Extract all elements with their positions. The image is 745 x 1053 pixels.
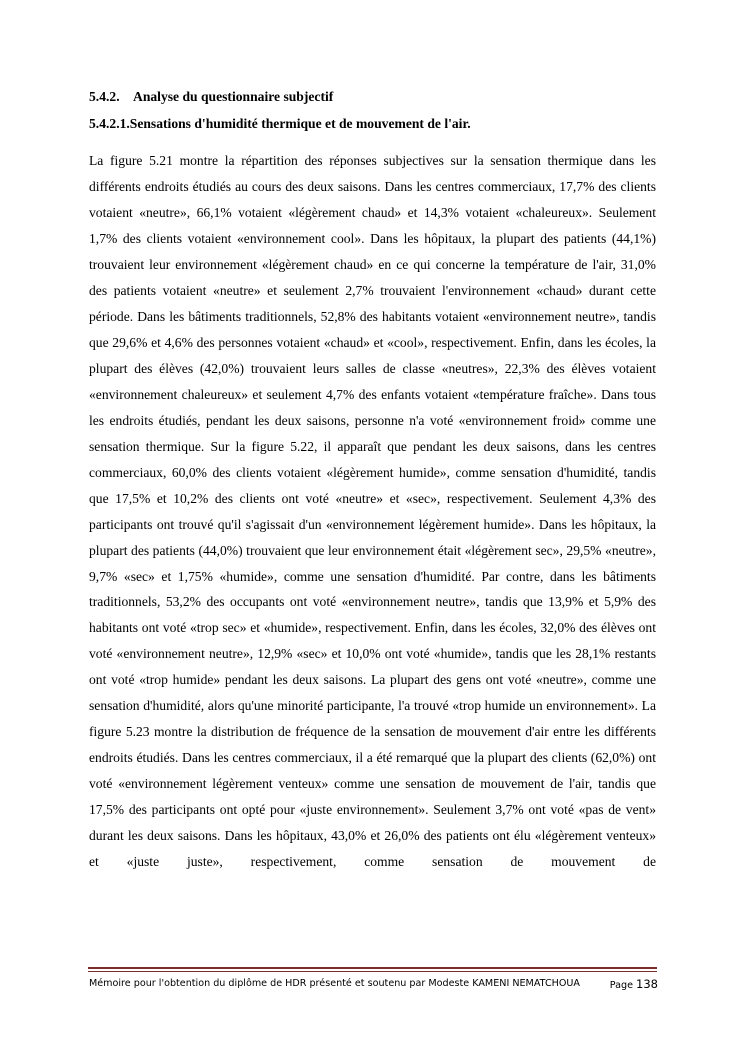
- section-title: Analyse du questionnaire subjectif: [133, 89, 334, 104]
- footer-text: Mémoire pour l'obtention du diplôme de HDR présenté et soutenu par Modeste KAMENI NEMATCHOUA: [89, 978, 580, 989]
- section-number: 5.4.2.: [89, 89, 120, 104]
- section-heading: [89, 89, 333, 105]
- page-word: Page: [609, 980, 633, 991]
- footer-rule-thin: [88, 971, 657, 972]
- footer-rule-thick: [88, 967, 657, 969]
- subsection-heading: 5.4.2.1.Sensations d'humidité thermique et de mouvement de l'air.: [89, 116, 471, 131]
- body-paragraph: La figure 5.21 montre la répartition des réponses subjectives sur la sensation thermique dans les différents endroits étudiés au cours des deux saisons. Dans les centres commerciaux, 17,7% des clients votaient «neutre», 66,1% votaient «légèrement chaud» et 14,3% votaient «chaleureux». Seulement 1,7% des clients votaient «environnement cool». Dans les hôpitaux, la plupart des patients (44,1%) trouvaient leur environnement «légèrement chaud» en ce qui concerne la température de l'air, 31,0% des patients votaient «neutre» et seulement 2,7% trouvaient l'environnement «chaud» durant cette période. Dans les bâtiments traditionnels, 52,8% des habitants votaient «environnement neutre», tandis que 29,6% et 4,6% des personnes votaient «chaud» et «cool», respectivement. Enfin, dans les écoles, la plupart des élèves (42,0%) trouvaient leurs salles de classe «neutres», 22,3% des élèves votaient «environnement chaleureux» et seulement 4,7% des enfants votaient «température fraîche». Dans tous les endroits étudiés, pendant les deux saisons, personne n'a voté «environnement froid» comme une sensation thermique. Sur la figure 5.22, il apparaît que pendant les deux saisons, dans les centres commerciaux, 60,0% des clients votaient «légèrement humide», comme sensation d'humidité, tandis que 17,5% et 10,2% des clients ont voté «neutre» et «sec», respectivement. Seulement 4,3% des participants ont trouvé qu'il s'agissait d'un «environnement légèrement humide». Dans les hôpitaux, la plupart des patients (44,0%) trouvaient que leur environnement était «légèrement sec», 29,5% «neutre», 9,7% «sec» et 1,75% «humide», comme une sensation d'humidité. Par contre, dans les bâtiments traditionnels, 53,2% des occupants ont voté «environnement neutre», tandis que 13,9% et 5,9% des habitants ont voté «trop sec» et «humide», respectivement. Enfin, dans les écoles, 32,0% des élèves ont voté «environnement neutre», 12,9% «sec» et 10,0% ont voté «humide», tandis que les 28,1% restants ont voté «trop humide» pendant les deux saisons. La plupart des gens ont voté «neutre», comme une sensation d'humidité, alors qu'une minorité participante, l'a trouvé «trop humide un environnement». La figure 5.23 montre la distribution de fréquence de la sensation de mouvement d'air entre les différents endroits étudiés. Dans les centres commerciaux, il a été remarqué que la plupart des clients (62,0%) ont voté «environnement légèrement venteux» comme une sensation de mouvement de l'air, tandis que 17,5% des participants ont opté pour «juste environnement». Seulement 3,7% ont voté «pas de vent» durant les deux saisons. Dans les hôpitaux, 43,0% et 26,0% des patients ont élu «légèrement venteux» et «juste juste», respectivement, comme sensation de mouvement de: [89, 153, 656, 870]
- page-footer: [89, 977, 658, 991]
- page-number: 138: [636, 977, 658, 991]
- page-number-label: [610, 977, 658, 993]
